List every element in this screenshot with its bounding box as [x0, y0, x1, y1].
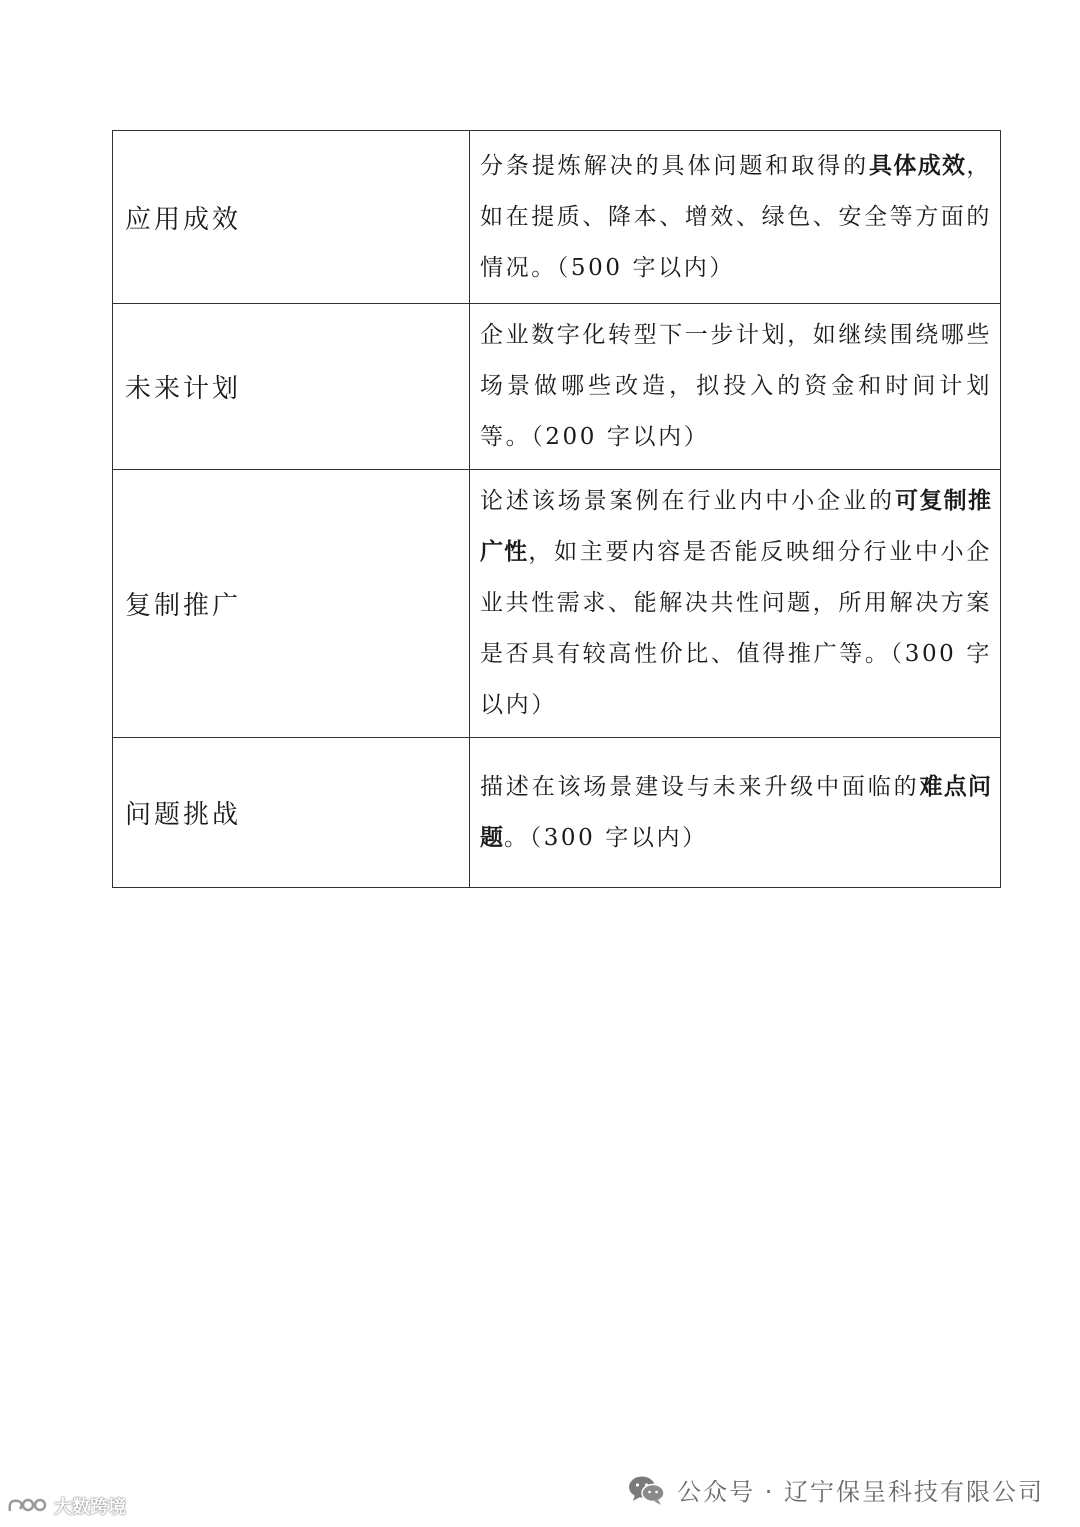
brand-logo-icon — [6, 1495, 50, 1517]
content-text: ，如主要内容是否能反映细分行业中小企业共性需求、能解决共性问题，所用解决方案是否具有较高性价比、值得推广等。（300 字以内） — [480, 539, 992, 718]
brand-mark — [6, 1493, 126, 1519]
content-text: 分条提炼解决的具体问题和取得的 — [480, 152, 870, 179]
table-row — [113, 304, 1001, 470]
application-form-table — [112, 130, 1001, 888]
row-label: 复制推广 — [113, 470, 470, 738]
wechat-icon — [627, 1474, 667, 1506]
brand-text: 大数跨境 — [54, 1497, 126, 1518]
content-text: ，如在提质、降本、增效、绿色、安全等方面的情况。（500 字以内） — [480, 152, 993, 281]
content-text: 描述在该场景建设与未来升级中面临的 — [480, 773, 920, 800]
table-row — [113, 131, 1001, 304]
row-content — [470, 738, 1001, 888]
content-text: 论述该场景案例在行业内中小企业的 — [480, 488, 895, 514]
wechat-watermark — [627, 1472, 1044, 1507]
table-row — [113, 470, 1001, 738]
row-content — [470, 131, 1001, 304]
content-text: 企业数字化转型下一步计划，如继续围绕哪些场景做哪些改造，拟投入的资金和时间计划等。（200 字以内） — [480, 322, 992, 450]
row-label: 未来计划 — [113, 304, 470, 470]
table-row — [113, 738, 1001, 888]
watermark-text: 公众号 · 辽宁保呈科技有限公司 — [677, 1478, 1044, 1506]
content-text: 。（300 字以内） — [504, 824, 708, 851]
content-emphasis: 可复制推广性 — [480, 488, 992, 565]
content-emphasis: 难点问题 — [480, 773, 993, 851]
row-label: 应用成效 — [113, 131, 470, 304]
row-label: 问题挑战 — [113, 738, 470, 888]
row-content — [470, 304, 1001, 470]
content-emphasis: 具体成效 — [869, 152, 967, 179]
row-content — [470, 470, 1001, 738]
